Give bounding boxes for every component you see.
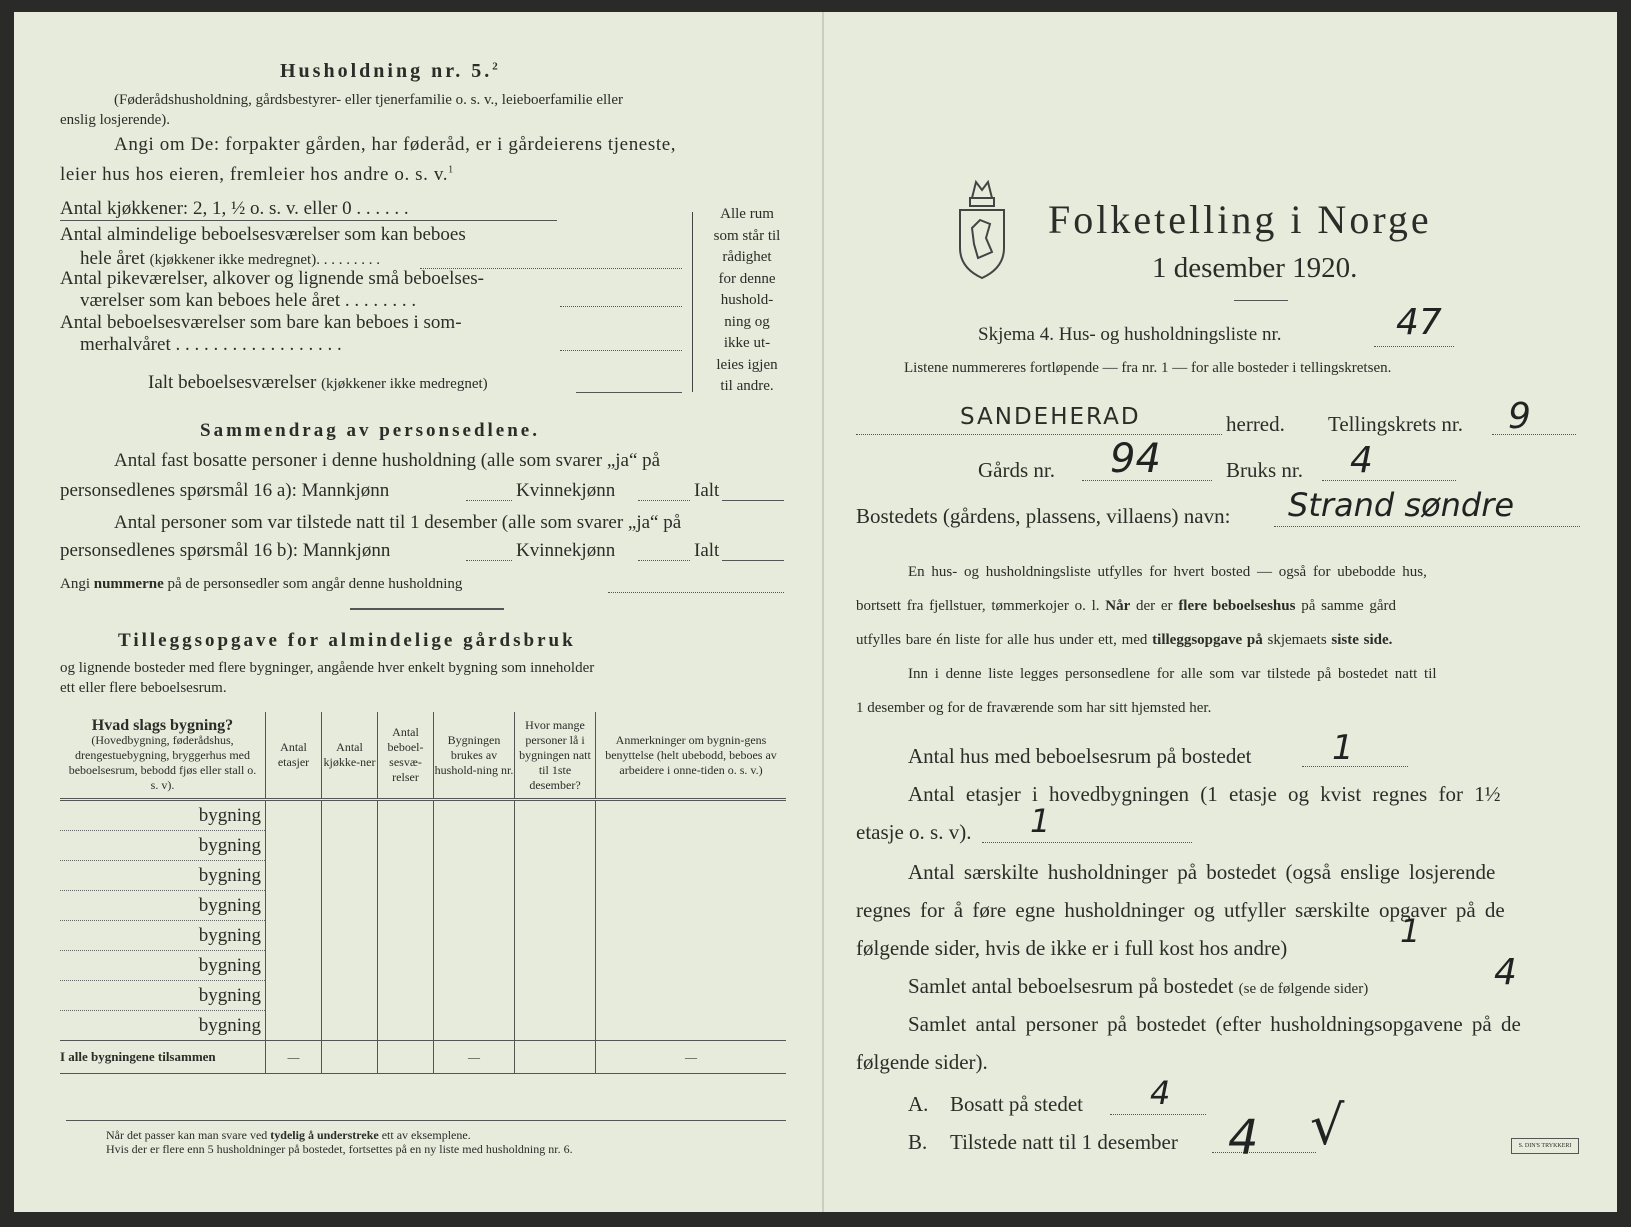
summary-total-label-1: Ialt — [694, 480, 720, 501]
q-households-line-2: regnes for å føre egne husholdninger og utfyller særskilte opgaver på de — [856, 898, 1505, 922]
printer-stamp: S. DIN'S TRYKKERI — [1511, 1138, 1579, 1154]
summary-numbers: Angi nummerne på de personsedler som angår denne husholdning — [60, 576, 463, 592]
col-remarks: Anmerkninger om bygnin-gens benyttelse (helt ubebodd, beboes av arbeidere i onne-tiden o. s. v.) — [596, 712, 787, 800]
summary-total-field-1[interactable] — [722, 500, 784, 501]
b-label: B. — [908, 1130, 928, 1154]
summary-female-field-2[interactable] — [638, 560, 690, 561]
table-row[interactable] — [60, 921, 786, 951]
numbering-note: Listene nummereres fortløpende — fra nr. 1 — for alle bosteder i tellingskretsen. — [904, 360, 1392, 376]
rooms-summer-2: merhalvåret . . . . . . . . . . . . . . . . . . — [80, 334, 342, 355]
rooms-ordinary-2: hele året (kjøkkener ikke medregnet). . . . . . . . . — [80, 248, 380, 269]
q-rooms-value[interactable]: 4 — [1494, 952, 1517, 993]
section-divider — [350, 608, 504, 610]
farm-number-value[interactable]: 94 — [1110, 436, 1161, 482]
district-field — [1492, 434, 1576, 435]
table-row[interactable] — [60, 891, 786, 921]
municipality-value[interactable]: SANDEHERAD — [960, 404, 1141, 430]
q-floors-value[interactable]: 1 — [1030, 802, 1051, 840]
building-label: bygning — [60, 861, 266, 891]
municipality-field — [856, 434, 1222, 435]
rooms-summer-field[interactable] — [560, 350, 682, 351]
summary-p2b: personsedlenes spørsmål 16 b): Mannkjønn — [60, 540, 391, 561]
rooms-maid-1: Antal pikeværelser, alkover og lignende små beboelses- — [60, 268, 484, 289]
a-value[interactable]: 4 — [1150, 1074, 1171, 1112]
q-houses-value[interactable]: 1 — [1332, 728, 1354, 768]
rooms-summer-1: Antal beboelsesværelser som bare kan beboes i som- — [60, 312, 462, 333]
building-table — [60, 712, 786, 1074]
household-intro-1: (Føderådshusholdning, gårdsbestyrer- eller tjenerfamilie o. s. v., leieboerfamilie eller — [114, 92, 623, 108]
b-text: Tilstede natt til 1 desember — [950, 1130, 1178, 1154]
col-household-no: Bygningen brukes av hushold-ning nr. — [434, 712, 515, 800]
q-houses-label: Antal hus med beboelsesrum på bostedet — [908, 744, 1252, 768]
building-label: bygning — [60, 981, 266, 1011]
total-dash: — — [266, 1041, 322, 1074]
q-floors-field — [982, 842, 1192, 843]
building-label: bygning — [60, 921, 266, 951]
form-number-value[interactable]: 47 — [1396, 302, 1442, 343]
summary-total-label-2: Ialt — [694, 540, 720, 561]
angi-line-1: Angi om De: forpakter gården, har føderåd, er i gårdeierens tjeneste, — [114, 134, 677, 155]
form-number-label: Skjema 4. Hus- og husholdningsliste nr. — [978, 324, 1282, 345]
household-intro-2: enslig losjerende). — [60, 112, 170, 128]
table-row[interactable] — [60, 831, 786, 861]
building-label: bygning — [60, 1011, 266, 1041]
rooms-divider — [60, 220, 557, 221]
table-row[interactable] — [60, 981, 786, 1011]
building-label: bygning — [60, 831, 266, 861]
q-rooms-label: Samlet antal beboelsesrum på bostedet (se de følgende sider) — [908, 974, 1369, 998]
supplement-title: Tilleggsopgave for almindelige gårdsbruk — [118, 630, 576, 651]
footnote-1: Når det passer kan man svare ved tydelig å understreke ett av eksemplene. — [106, 1128, 471, 1142]
q-persons-line-1: Samlet antal personer på bostedet (efter husholdningsopgavene på de — [908, 1012, 1521, 1036]
holding-number-label: Bruks nr. — [1226, 458, 1304, 482]
q-households-line-3: følgende sider, hvis de ikke er i full kost hos andre) — [856, 936, 1288, 960]
summary-p1b: personsedlenes spørsmål 16 a): Mannkjønn — [60, 480, 390, 501]
coat-of-arms-icon — [956, 170, 1008, 280]
summary-female-label-1: Kvinnekjønn — [516, 480, 616, 501]
farm-number-label: Gårds nr. — [978, 458, 1055, 482]
col-rooms: Antal beboel-sesvæ-relser — [378, 712, 434, 800]
summary-male-field-2[interactable] — [466, 560, 512, 561]
table-row[interactable] — [60, 1011, 786, 1041]
rooms-bracket — [692, 212, 693, 392]
census-title: Folketelling i Norge — [1048, 197, 1432, 242]
building-label: bygning — [60, 951, 266, 981]
municipality-label: herred. — [1226, 412, 1285, 436]
info-line-3: utfylles bare én liste for alle hus under ett, med tilleggsopgave på skjemaets siste side. — [856, 632, 1393, 648]
q-floors-line-1: Antal etasjer i hovedbygningen (1 etasje og kvist regnes for 1½ — [908, 782, 1501, 806]
supplement-sub-2: ett eller flere beboelsesrum. — [60, 680, 227, 696]
summary-female-label-2: Kvinnekjønn — [516, 540, 616, 561]
summary-numbers-field[interactable] — [608, 592, 784, 593]
supplement-sub-1: og lignende bosteder med flere bygninger, angående hver enkelt bygning som inneholder — [60, 660, 595, 676]
summary-male-field-1[interactable] — [466, 500, 512, 501]
household-title: Husholdning nr. 5.$^2$ — [280, 60, 501, 82]
info-line-2: bortsett fra fjellstuer, tømmerkojer o. l. Når der er flere beboelseshus på samme gård — [856, 598, 1397, 614]
holding-number-field — [1322, 480, 1456, 481]
total-dash: — — [434, 1041, 515, 1074]
col-floors: Antal etasjer — [266, 712, 322, 800]
census-date: 1 desember 1920. — [1152, 252, 1358, 284]
table-total-row — [60, 1041, 786, 1074]
angi-line-2: leier hus hos eieren, fremleier hos andre o. s. v.$^1$ — [60, 164, 454, 185]
footnote-divider — [66, 1120, 786, 1121]
q-persons-line-2: følgende sider). — [856, 1050, 988, 1074]
building-label: bygning — [60, 891, 266, 921]
place-name-label: Bostedets (gårdens, plassens, villaens) navn: — [856, 504, 1231, 528]
total-label: I alle bygningene tilsammen — [60, 1041, 266, 1074]
col-kitchens: Antal kjøkke-ner — [322, 712, 378, 800]
q-floors-line-2: etasje o. s. v). — [856, 820, 972, 844]
form-number-field — [1374, 346, 1454, 347]
a-label: A. — [908, 1092, 929, 1116]
total-dash: — — [596, 1041, 787, 1074]
table-row[interactable] — [60, 951, 786, 981]
holding-number-value[interactable]: 4 — [1350, 440, 1373, 481]
rooms-ordinary-1: Antal almindelige beboelsesværelser som kan beboes — [60, 224, 466, 245]
col-building-type: Hvad slags bygning? (Hovedbygning, føderådshus, drengestuebygning, bryggerhus med beboelsesrum, bebodd fjøs eller stall o. s. v). — [60, 712, 266, 800]
place-name-value[interactable]: Strand søndre — [1288, 486, 1515, 524]
info-line-4: Inn i denne liste legges personsedlene for alle som var tilstede på bostedet natt til — [908, 666, 1437, 682]
check-mark-icon: √ — [1310, 1094, 1345, 1157]
table-row[interactable] — [60, 800, 786, 831]
summary-title: Sammendrag av personsedlene. — [200, 420, 540, 441]
col-persons: Hvor mange personer lå i bygningen natt til 1ste desember? — [515, 712, 596, 800]
rooms-total: Ialt beboelsesværelser (kjøkkener ikke medregnet) — [148, 372, 488, 393]
district-value[interactable]: 9 — [1508, 396, 1531, 437]
rooms-side-note: Alle rum som står til rådighet for denne hushold- ning og ikke ut- leies igjen til andre. — [713, 206, 781, 394]
q-households-value[interactable]: 1 — [1400, 912, 1421, 950]
summary-female-field-1[interactable] — [638, 500, 690, 501]
place-name-field — [1274, 526, 1580, 527]
summary-p2a: Antal personer som var tilstede natt til 1 desember (alle som svarer „ja“ på — [114, 512, 682, 533]
summary-p1a: Antal fast bosatte personer i denne husholdning (alle som svarer „ja“ på — [114, 450, 661, 471]
district-label: Tellingskrets nr. — [1328, 412, 1464, 436]
title-rule — [1234, 300, 1288, 301]
info-line-1: En hus- og husholdningsliste utfylles for hvert bosted — også for ubebodde hus, — [908, 564, 1427, 580]
rooms-maid-field[interactable] — [560, 306, 682, 307]
a-field — [1110, 1114, 1206, 1115]
info-line-5: 1 desember og for de fraværende som har sitt hjemsted her. — [856, 700, 1212, 716]
rooms-kitchens: Antal kjøkkener: 2, 1, ½ o. s. v. eller 0 . . . . . . — [60, 198, 409, 219]
building-label: bygning — [60, 800, 266, 831]
rooms-maid-2: værelser som kan beboes hele året . . . . . . . . — [80, 290, 417, 311]
footnote-2: Hvis der er flere enn 5 husholdninger på bostedet, fortsettes på en ny liste med husholdning nr. 6. — [106, 1142, 573, 1156]
table-row[interactable] — [60, 861, 786, 891]
rooms-total-field[interactable] — [576, 392, 682, 393]
a-text: Bosatt på stedet — [950, 1092, 1083, 1116]
page-fold — [822, 12, 824, 1212]
q-houses-field — [1302, 766, 1408, 767]
summary-total-field-2[interactable] — [722, 560, 784, 561]
q-households-line-1: Antal særskilte husholdninger på bostedet (også enslige losjerende — [908, 860, 1496, 884]
b-value[interactable]: 4 — [1228, 1110, 1259, 1166]
